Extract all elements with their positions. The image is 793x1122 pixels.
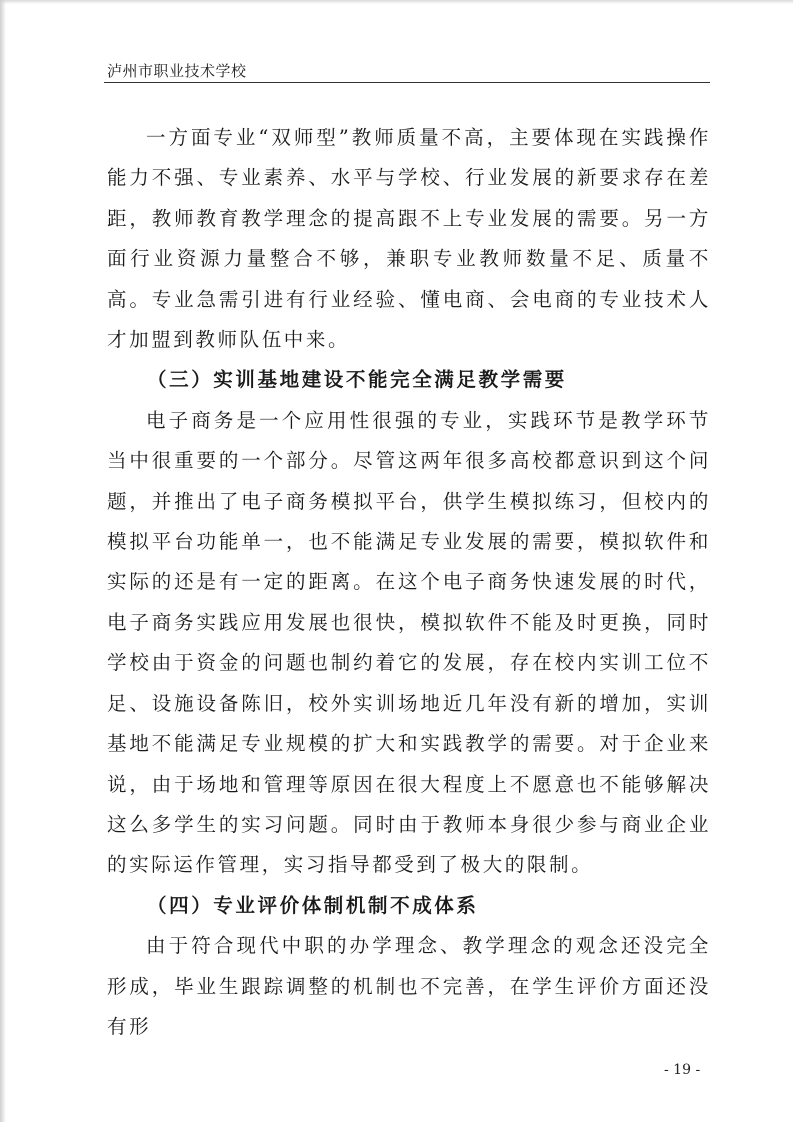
- scan-edge-top: [0, 0, 793, 4]
- scan-edge-left: [0, 0, 6, 1122]
- paragraph-evaluation-system: 由于符合现代中职的办学理念、教学理念的观念还没完全形成，毕业生跟踪调整的机制也不完善，在学生评价方面还没有形: [107, 934, 711, 1038]
- paragraph-training-base: 电子商务是一个应用性很强的专业，实践环节是教学环节当中很重要的一个部分。尽管这两年很多高校都意识到这个问题，并推出了电子商务模拟平台，供学生模拟练习，但校内的模拟平台功能单一，也不能满足专业发展的需要，模拟软件和实际的还是有一定的距离。在这个电子商务快速发展的时代，电子商务实践应用发展也很快，模拟软件不能及时更换，同时学校由于资金的问题也制约着它的发展，存在校内实训工位不足、设施设备陈旧，校外实训场地近几年没有新的增加，实训基地不能满足专业规模的扩大和实践教学的需要。对于企业来说，由于场地和管理等原因在很大程度上不愿意也不能够解决这么多学生的实习问题。同时由于教师本身很少参与商业企业的实际运作管理，实习指导都受到了极大的限制。: [107, 408, 711, 877]
- page-header-school-name: 泸州市职业技术学校: [107, 62, 247, 80]
- section-heading-training-base: （三）实训基地建设不能完全满足教学需要: [147, 368, 567, 392]
- paragraph-teacher-quality: 一方面专业“双师型”教师质量不高，主要体现在实践操作能力不强、专业素养、水平与学校、行业发展的新要求存在差距，教师教育教学理念的提高跟不上专业发展的需要。另一方面行业资源力量整合不够，兼职专业教师数量不足、质量不高。专业急需引进有行业经验、懂电商、会电商的专业技术人才加盟到教师队伍中来。: [107, 126, 711, 352]
- page-number: - 19 -: [664, 1062, 701, 1078]
- header-divider: [104, 82, 710, 83]
- document-body: [107, 118, 711, 1047]
- section-heading-evaluation-system: （四）专业评价体制机制不成体系: [147, 893, 479, 917]
